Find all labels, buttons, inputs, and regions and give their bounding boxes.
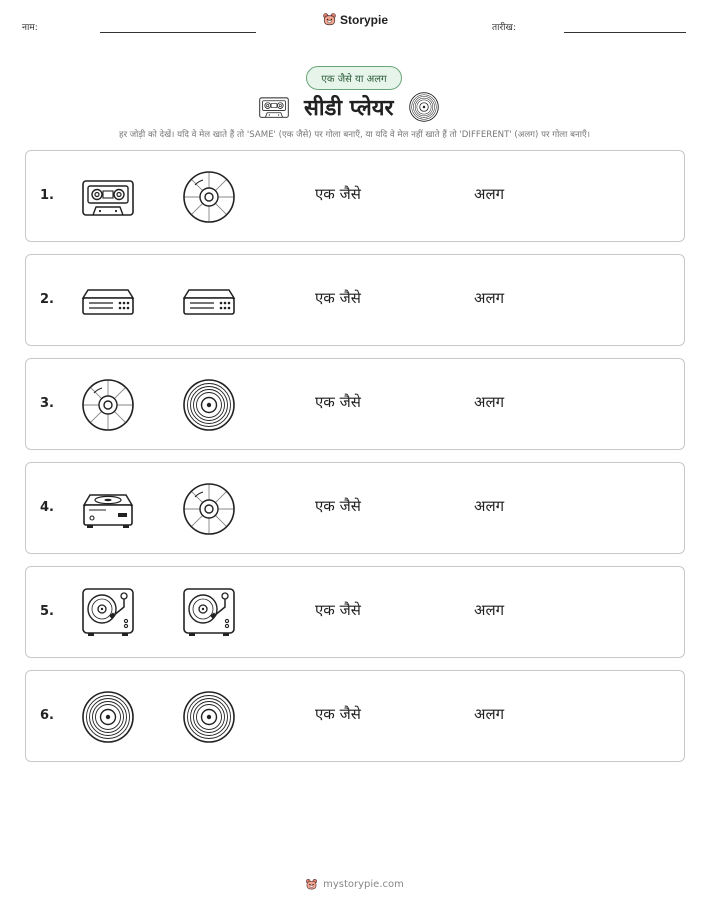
cassette-icon — [80, 169, 136, 225]
cd-icon — [80, 377, 136, 433]
vinyl-record-icon — [181, 377, 237, 433]
name-write-line[interactable] — [100, 32, 256, 33]
question-card — [25, 254, 685, 346]
question-card — [25, 150, 685, 242]
mascot-icon — [305, 878, 318, 891]
cd-icon — [181, 481, 237, 537]
option-different[interactable]: अलग — [474, 393, 505, 411]
question-card — [25, 358, 685, 450]
option-different[interactable]: अलग — [474, 185, 505, 203]
disc-player-icon — [80, 481, 136, 537]
vinyl-record-icon — [408, 91, 440, 123]
brand-name: Storypie — [340, 12, 389, 27]
question-card — [25, 670, 685, 762]
option-different[interactable]: अलग — [474, 289, 505, 307]
option-different[interactable]: अलग — [474, 497, 505, 515]
option-same[interactable]: एक जैसे — [315, 601, 361, 619]
instructions-text: हर जोड़ी को देखें। यदि वे मेल खाते हैं तो 'SAME' (एक जैसे) पर गोला बनाएँ, या यदि वे मेल नहीं खाते हैं तो 'DIFFERENT' (अलग) पर गोला बनाएँ। — [119, 130, 590, 140]
footer-site: mystorypie.com — [323, 879, 404, 890]
turntable-icon — [80, 585, 136, 641]
mascot-icon — [322, 12, 337, 27]
question-number: 6. — [40, 708, 54, 723]
question-number: 1. — [40, 188, 54, 203]
option-same[interactable]: एक जैसे — [315, 185, 361, 203]
question-number: 5. — [40, 604, 54, 619]
option-same[interactable]: एक जैसे — [315, 393, 361, 411]
option-different[interactable]: अलग — [474, 705, 505, 723]
cassette-icon — [258, 91, 290, 123]
title-row — [258, 90, 440, 124]
question-number: 3. — [40, 396, 54, 411]
name-label: नाम: — [22, 23, 38, 33]
cd-icon — [181, 169, 237, 225]
worksheet-header — [0, 0, 709, 40]
footer — [0, 878, 709, 891]
turntable-icon — [181, 585, 237, 641]
category-badge: एक जैसे या अलग — [306, 66, 402, 90]
date-write-line[interactable] — [564, 32, 686, 33]
option-same[interactable]: एक जैसे — [315, 705, 361, 723]
option-different[interactable]: अलग — [474, 601, 505, 619]
question-number: 4. — [40, 500, 54, 515]
cd-player-icon — [181, 273, 237, 329]
vinyl-record-icon — [181, 689, 237, 745]
option-same[interactable]: एक जैसे — [315, 497, 361, 515]
brand-logo — [322, 12, 388, 27]
page-title: सीडी प्लेयर — [304, 96, 394, 121]
question-card — [25, 566, 685, 658]
question-number: 2. — [40, 292, 54, 307]
cd-player-icon — [80, 273, 136, 329]
question-card — [25, 462, 685, 554]
option-same[interactable]: एक जैसे — [315, 289, 361, 307]
date-label: तारीख: — [492, 23, 516, 33]
vinyl-record-icon — [80, 689, 136, 745]
